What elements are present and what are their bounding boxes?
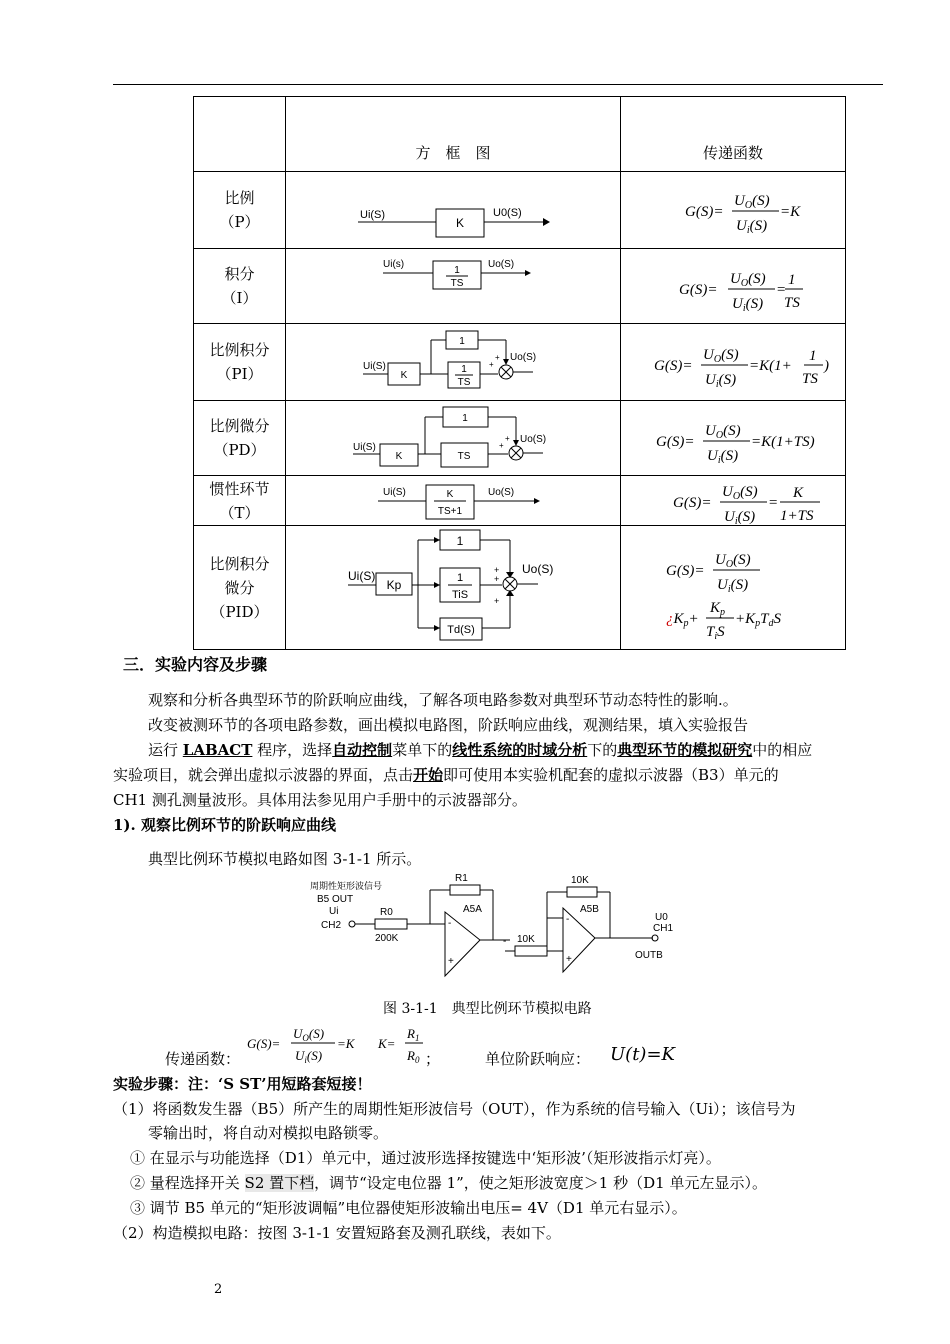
p-in: Ui(S) — [360, 209, 386, 221]
svg-text:Uo(S): Uo(S) — [488, 486, 515, 498]
svg-text:+KpTdS: $+K_pT_dS$ — [734, 611, 781, 629]
svg-text:=K(1+: =K(1+ — [748, 358, 792, 374]
svg-text:周期性矩形波信号: 周期性矩形波信号 — [310, 881, 383, 891]
svg-text:1: 1 — [788, 272, 796, 288]
semicolon: ； — [425, 1050, 441, 1068]
svg-text:UO(S): $U_O(S)$ — [704, 423, 741, 441]
row-code: （P） — [219, 213, 260, 231]
svg-text:K=: K= — [378, 1036, 396, 1051]
steps-title: 实验步骤：注：‘S ST’用短路套短接！ — [113, 1075, 372, 1093]
svg-text:TS+1: TS+1 — [437, 505, 463, 517]
svg-text:Kp: Kp — [386, 577, 402, 592]
svg-text:Ui(s): Ui(s) — [383, 259, 405, 270]
step-1-c: ③ 调节 B5 单元的“矩形波调幅”电位器使矩形波输出电压= 4V（D1 单元右显示）。 — [130, 1199, 687, 1217]
step-1-cont: 零输出时，将自动对模拟电路锁零。 — [148, 1124, 389, 1142]
svg-text:=: = — [776, 282, 787, 298]
table-row — [194, 249, 846, 324]
svg-text:R1: $R_1$ — [407, 1026, 420, 1043]
link-time-domain: 线性系统的时域分析 — [452, 741, 588, 759]
step-2: （2）构造模拟电路：按图 3-1-1 安置短路套及测孔联线，表如下。 — [113, 1224, 561, 1242]
table-row — [194, 172, 846, 249]
svg-text:TS: TS — [801, 371, 818, 387]
step-1-b: ② 量程选择开关 S2 置下档，调节“设定电位器 1”，使之矩形波宽度＞1 秒（D1 单元左显示）。 — [130, 1174, 767, 1192]
row-code: （I） — [221, 289, 258, 307]
row-name: 比例积分 — [209, 554, 270, 573]
svg-text:R0: R0 — [380, 907, 393, 918]
header-transfer: 传递函数 — [621, 97, 846, 172]
svg-text:UO(S): $U_O(S)$ — [714, 552, 751, 570]
header-empty — [194, 97, 286, 172]
p-block-diagram — [288, 180, 618, 240]
svg-text:G(S)=: G(S)= — [247, 1036, 281, 1051]
row-name: 惯性环节 — [209, 479, 270, 498]
row-code: （T） — [219, 503, 260, 522]
table-row — [194, 401, 846, 476]
svg-text:A5B: A5B — [580, 904, 599, 915]
table-row — [194, 476, 846, 526]
paragraph-2: 改变被测环节的各项电路参数，画出模拟电路图，阶跃响应曲线，观测结果，填入实验报告 — [148, 716, 749, 734]
row-name: 比例积分 — [209, 341, 270, 359]
i-block-diagram — [288, 251, 618, 321]
page-number: 2 — [214, 1282, 223, 1297]
svg-text:10K: 10K — [571, 875, 589, 886]
row-code: （PI） — [216, 365, 263, 383]
pd-formula — [626, 408, 841, 468]
paragraph-3-line1: 运行 LABACT 程序，选择自动控制菜单下的线性系统的时域分析下的典型环节的模拟研究中的相应 — [148, 741, 813, 759]
svg-text:OUTB: OUTB — [635, 950, 663, 961]
table-row — [194, 324, 846, 401]
svg-text:+: + — [566, 954, 572, 965]
row-code: （PID） — [210, 602, 269, 621]
header-diagram: 方 框 图 — [286, 97, 621, 172]
table-row — [194, 526, 846, 650]
svg-text:G(S)=: G(S)= — [665, 563, 704, 579]
svg-text:A5A: A5A — [463, 904, 482, 915]
svg-text:Ui(S): Ui(S) — [353, 442, 376, 453]
svg-text:+: + — [494, 573, 500, 584]
p-k: K — [455, 216, 465, 230]
svg-text:Ui: Ui — [329, 906, 339, 917]
svg-text:TS: TS — [450, 278, 464, 289]
transfer-function-table — [193, 96, 846, 650]
transfer-label: 传递函数： — [165, 1050, 241, 1068]
svg-text:+: + — [494, 564, 500, 575]
svg-text:UO(S): $U_O(S)$ — [734, 193, 770, 211]
p-formula — [633, 180, 833, 240]
svg-text:G(S)=: G(S)= — [653, 358, 692, 374]
svg-text:1: 1 — [808, 348, 816, 364]
row-name2: 微分 — [224, 578, 255, 597]
proportional-circuit-diagram — [305, 868, 695, 980]
svg-text:1: 1 — [456, 533, 464, 548]
link-typical-link: 典型环节的模拟研究 — [617, 741, 753, 759]
svg-text:1+TS: 1+TS — [780, 507, 814, 524]
svg-text:Uo(S): Uo(S) — [522, 561, 554, 576]
t-block-diagram — [288, 477, 618, 525]
svg-text:U0: U0 — [655, 912, 668, 923]
svg-text:=: = — [768, 494, 779, 511]
svg-text:K: K — [793, 484, 804, 501]
svg-text:K: K — [400, 369, 408, 381]
svg-text:¿Kp+: ¿$K_p+$ — [665, 611, 699, 629]
svg-text:TS: TS — [457, 376, 471, 388]
svg-text:=K(1+TS): =K(1+TS) — [750, 434, 815, 450]
svg-text:+: + — [495, 352, 500, 362]
table-header-row — [194, 97, 846, 172]
svg-text:R1: R1 — [455, 873, 468, 884]
figure-caption: 图 3-1-1 典型比例环节模拟电路 — [383, 1001, 592, 1017]
svg-text:+: + — [489, 359, 494, 369]
section-heading: 三．实验内容及步骤 — [123, 655, 268, 674]
svg-text:Ui(S): $U_i(S)$ — [732, 296, 764, 314]
svg-text:Ui(S): $U_i(S)$ — [724, 508, 756, 525]
svg-text:K: K — [446, 488, 454, 500]
t-formula — [633, 477, 833, 525]
svg-text:R0: $R_0$ — [407, 1048, 420, 1065]
subsection-1-text: 典型比例环节模拟电路如图 3-1-1 所示。 — [148, 850, 422, 868]
link-auto-control: 自动控制 — [332, 741, 393, 759]
pid-formula — [626, 530, 841, 645]
svg-text:=K: =K — [337, 1036, 355, 1051]
svg-text:K: K — [395, 451, 403, 462]
paragraph-3-line2: 实验项目，就会弹出虚拟示波器的界面，点击开始即可使用本实验机配套的虚拟示波器（B3）单元的 — [113, 766, 779, 784]
svg-text:=K: =K — [780, 204, 801, 220]
row-name: 积分 — [224, 265, 255, 283]
svg-text:B5 OUT: B5 OUT — [317, 894, 354, 905]
svg-text:Ui(S): Ui(S) — [383, 486, 406, 498]
svg-text:+: + — [448, 956, 454, 967]
svg-text:Uo(S): Uo(S) — [520, 434, 547, 445]
svg-text:-: - — [566, 914, 570, 925]
svg-text:1: 1 — [461, 363, 467, 375]
step-1: （1）将函数发生器（B5）所产生的周期性矩形波信号（OUT），作为系统的信号输入（Ui）；该信号为 — [113, 1100, 796, 1118]
svg-text:Ui(S): Ui(S) — [363, 360, 386, 372]
row-name: 比例微分 — [209, 417, 270, 435]
svg-text:TS: TS — [784, 295, 800, 311]
svg-text:200K: 200K — [375, 933, 399, 944]
svg-text:+: + — [499, 441, 504, 450]
svg-text:Ui(S): $U_i(S)$ — [706, 448, 738, 466]
highlight-s2: S2 置下档 — [244, 1174, 315, 1192]
p-out: U0(S) — [493, 207, 522, 219]
svg-text:UO(S): $U_O(S)$ — [722, 483, 758, 502]
svg-text:Ui(S): $U_i(S)$ — [736, 218, 768, 236]
svg-text:-: - — [503, 936, 507, 947]
subsection-1-title: 1). 观察比例环节的阶跃响应曲线 — [113, 816, 336, 834]
step-1-a: ① 在显示与功能选择（D1）单元中，通过波形选择按键选中‘矩形波’（矩形波指示灯亮）。 — [130, 1149, 721, 1167]
link-start: 开始 — [413, 766, 444, 784]
svg-text:G(S)=: G(S)= — [655, 434, 694, 450]
svg-text:UO(S): $U_O(S)$ — [730, 271, 766, 289]
svg-text:TS: TS — [457, 451, 471, 462]
svg-text:UO(S): $U_O(S)$ — [293, 1026, 325, 1043]
paragraph-1: 观察和分析各典型环节的阶跃响应曲线，了解各项电路参数对典型环节动态特性的影响.。 — [148, 691, 738, 709]
svg-text:G(S)=: G(S)= — [679, 282, 718, 298]
pd-block-diagram — [288, 402, 618, 474]
svg-text:CH1: CH1 — [653, 923, 674, 934]
pid-block-diagram — [288, 528, 618, 648]
svg-text:G(S)=: G(S)= — [673, 494, 712, 511]
paragraph-3-line3: CH1 测孔测量波形。具体用法参见用户手册中的示波器部分。 — [113, 791, 527, 809]
svg-text:Ui(S): $U_i(S)$ — [716, 577, 748, 595]
svg-text:Td(S): Td(S) — [447, 623, 475, 636]
svg-text:): ) — [823, 358, 829, 374]
svg-text:-: - — [448, 918, 452, 929]
svg-text:1: 1 — [462, 413, 468, 424]
step-response-formula: U(t)=K — [610, 1044, 675, 1065]
row-name: 比例 — [224, 189, 255, 207]
svg-text:UO(S): $U_O(S)$ — [702, 347, 739, 365]
svg-text:1: 1 — [456, 571, 464, 584]
pi-block-diagram — [288, 325, 618, 400]
row-code: （PD） — [213, 441, 266, 459]
svg-text:Kp: $K_p$ — [709, 600, 725, 618]
svg-text:CH2: CH2 — [321, 920, 342, 931]
svg-text:Uo(S): Uo(S) — [488, 259, 515, 270]
svg-text:Ui(S): Ui(S) — [348, 568, 376, 583]
svg-text:+: + — [494, 595, 500, 606]
svg-text:1: 1 — [459, 335, 465, 347]
pi-formula — [626, 332, 841, 392]
svg-text:Ui(S): $U_i(S)$ — [295, 1048, 323, 1065]
svg-text:10K: 10K — [517, 934, 535, 945]
step-response-label: 单位阶跃响应： — [485, 1050, 591, 1068]
transfer-formula — [245, 1020, 435, 1070]
svg-text:TiS: $T_iS$ — [705, 624, 725, 642]
svg-text:G(S)=: G(S)= — [685, 204, 724, 220]
header-rule — [113, 84, 883, 85]
svg-text:+: + — [505, 434, 510, 443]
svg-text:1: 1 — [454, 265, 460, 276]
i-formula — [633, 256, 833, 316]
svg-text:Uo(S): Uo(S) — [510, 351, 537, 363]
link-labact: LABACT — [182, 741, 253, 759]
svg-text:Ui(S): $U_i(S)$ — [704, 372, 736, 390]
svg-text:TiS: TiS — [451, 588, 469, 601]
